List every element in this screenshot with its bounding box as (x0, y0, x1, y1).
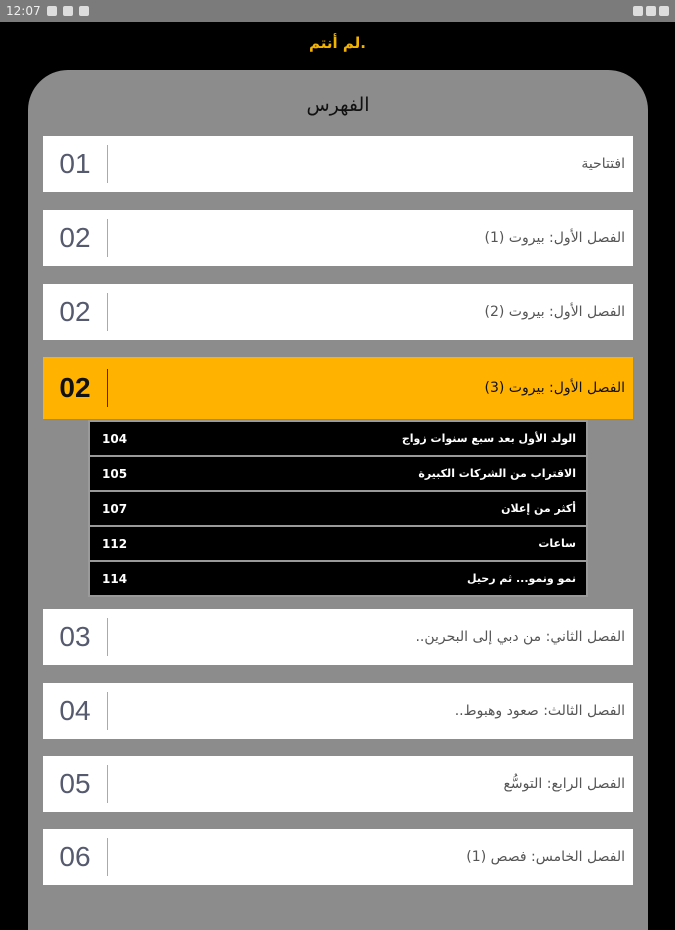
chapter-row[interactable] (43, 609, 633, 665)
chapter-row[interactable] (43, 829, 633, 885)
subsection-item[interactable] (90, 422, 586, 455)
store-icon (79, 6, 89, 16)
page-title: الفهرس (306, 94, 370, 116)
chapter-row[interactable] (43, 210, 633, 266)
wifi-icon (633, 6, 643, 16)
chapter-title: الفصل الأول: بيروت (1) (484, 230, 625, 246)
flipboard-icon (63, 6, 73, 16)
chapter-title: الفصل الأول: بيروت (3) (484, 380, 625, 396)
chapter-title: الفصل الثاني: من دبي إلى البحرين.. (415, 629, 625, 645)
clock: 12:07 (6, 4, 41, 18)
subsection-title: الاقتراب من الشركات الكبيرة (418, 467, 576, 480)
subsection-title: نمو ونمو... ثم رحيل (467, 572, 576, 585)
page-number: 114 (102, 571, 128, 586)
chapter-number: 03 (59, 621, 91, 652)
chapter-number: 02 (59, 372, 91, 403)
subsection-title: الولد الأول بعد سبع سنوات زواج (401, 432, 576, 445)
chapter-row[interactable] (43, 756, 633, 812)
subsection-item[interactable] (90, 492, 586, 525)
chapter-row-expanded[interactable] (43, 357, 633, 419)
subsection-item[interactable] (90, 562, 586, 595)
chapter-number: 05 (59, 768, 91, 799)
subsection-item[interactable] (90, 457, 586, 490)
status-bar (0, 0, 675, 22)
subsection-title: أكثر من إعلان (501, 502, 576, 515)
chapter-title: الفصل الأول: بيروت (2) (484, 304, 625, 320)
battery-icon (659, 6, 669, 16)
chapter-number: 04 (59, 695, 91, 726)
subsection-title: ساعات (538, 537, 576, 550)
chapter-title: الفصل الثالث: صعود وهبوط.. (454, 703, 625, 719)
signal-icon (646, 6, 656, 16)
chapter-row[interactable] (43, 136, 633, 192)
chapter-row[interactable] (43, 284, 633, 340)
chapter-number: 02 (59, 222, 91, 253)
subsection-item[interactable] (90, 527, 586, 560)
chapter-number: 01 (59, 148, 91, 179)
page-number: 107 (102, 501, 128, 516)
page-number: 105 (102, 466, 128, 481)
chapter-title: الفصل الرابع: التوسُّع (503, 776, 625, 792)
chapter-title: افتتاحية (581, 156, 625, 172)
chapter-number: 06 (59, 841, 91, 872)
subsection-list (88, 420, 588, 597)
gmail-icon (47, 6, 57, 16)
page-number: 104 (102, 431, 128, 446)
chapter-row[interactable] (43, 683, 633, 739)
chapter-title: الفصل الخامس: فصص (1) (466, 849, 625, 865)
chapter-number: 02 (59, 296, 91, 327)
page-number: 112 (102, 536, 128, 551)
index-panel (28, 70, 648, 930)
app-title: لم أنتم. (309, 34, 366, 52)
